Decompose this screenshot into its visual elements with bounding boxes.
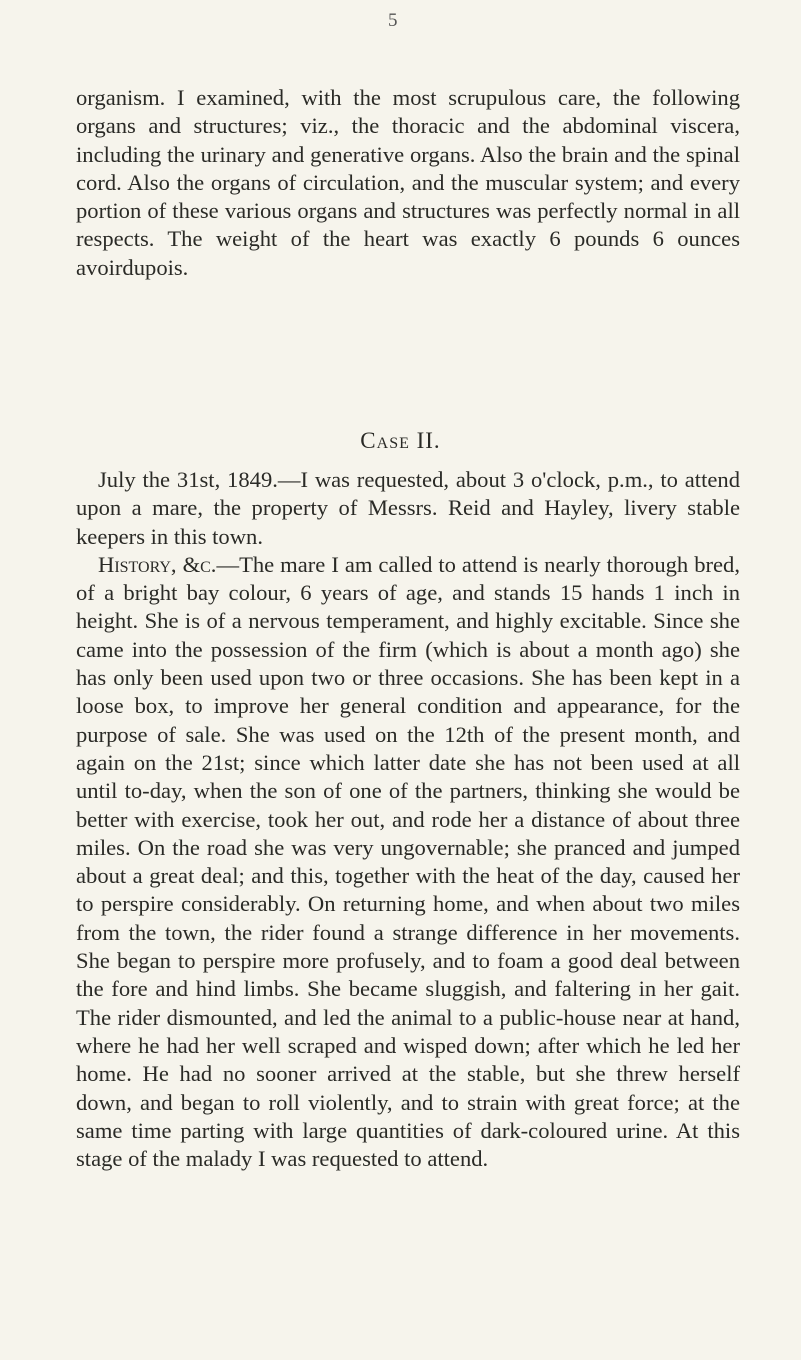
history-text: —The mare I am called to attend is nearly thorough bred, of a bright bay colour, 6 years of age, and stands 15 hands 1 inch in height. She is of a nervous temperament, and highly excitable. Since she came into the possession of the firm (which is about a month ago) she has only been used upon two or three occasions. She has been kept in a loose box, to improve her general condition and appearance, for the purpose of sale. She was used on the 12th of the present month, and again on the 21st; since which latter date she has not been used at all until to-day, when the son of one of the partners, thinking she would be better with exercise, took her out, and rode her a distance of about three miles. On the road she was very ungovernable; she pranced and jumped about a great deal; and this, together with the heat of the day, caused her to perspire considerably. On returning home, and when about two miles from the town, the rider found a strange difference in her movements. She began to perspire more profusely, and to foam a good deal between the fore and hind limbs. She became sluggish, and faltering in her gait. The rider dismounted, and led the animal to a public-house near at hand, where he had her well scraped and wisped down; after which he led her home. He had no sooner arrived at the stable, but she threw herself down, and began to roll violently, and to strain with great force; at the same time parting with large quantities of dark-coloured urine. At this stage of the malady I was requested to attend. — [76, 551, 740, 1172]
continuation-paragraph — [76, 84, 740, 282]
case-heading: Case II. — [360, 428, 441, 453]
history-label: History, &c. — [98, 551, 217, 577]
case-body — [76, 466, 740, 1173]
continuation-text: organism. I examined, with the most scrupulous care, the following organs and structures; viz., the thoracic and the abdominal viscera, including the urinary and generative organs. Also the brain and the spinal cord. Also the organs of circulation, and the muscular system; and every portion of these various organs and structures was perfectly normal in all respects. The weight of the heart was exactly 6 pounds 6 ounces avoirdupois. — [76, 85, 740, 280]
case-history-paragraph — [76, 551, 740, 1174]
page-number: 5 — [388, 10, 398, 31]
case-date-paragraph: July the 31st, 1849.—I was requested, about 3 o'clock, p.m., to attend upon a mare, the property of Messrs. Reid and Hayley, livery stable keepers in this town. — [76, 467, 740, 549]
